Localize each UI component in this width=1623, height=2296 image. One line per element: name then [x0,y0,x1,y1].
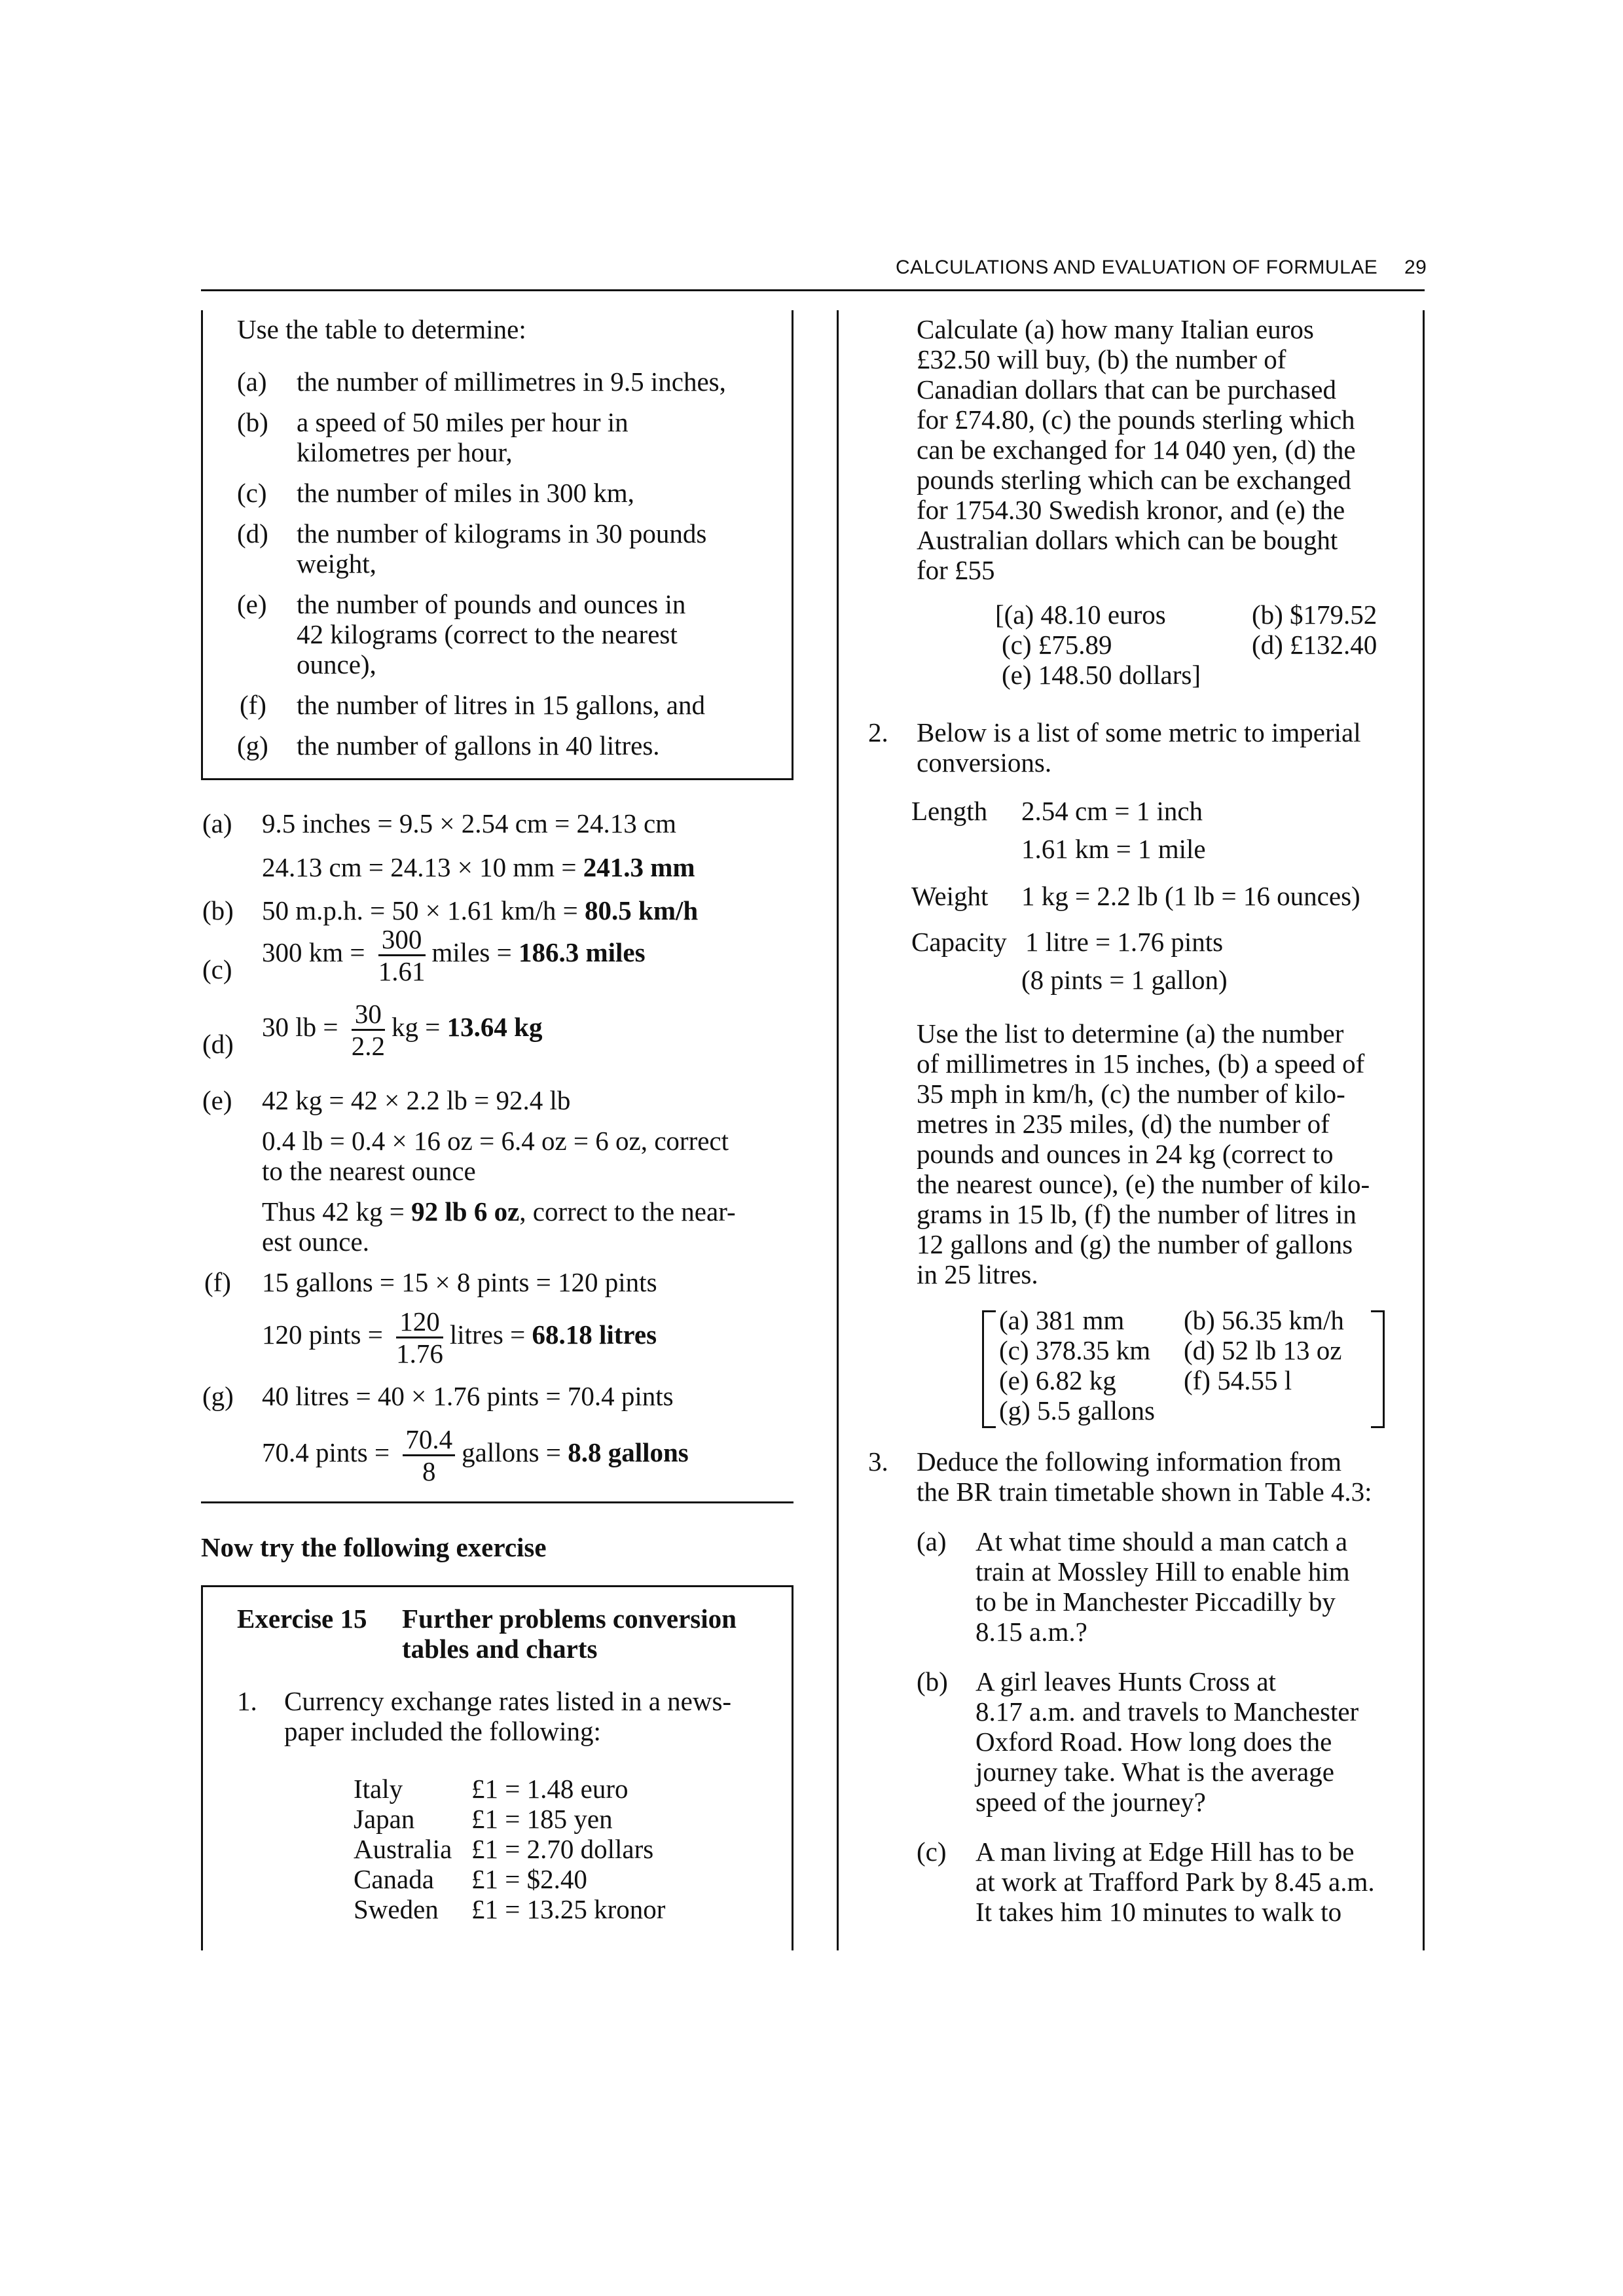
solution-line: 9.5 inches = 9.5 × 2.54 cm = 24.13 cm [262,808,677,838]
answer-text: (b) $179.52 [1252,600,1377,630]
answer: 80.5 km/h [585,895,699,925]
answer: 241.3 mm [583,852,695,882]
left-bracket [982,1310,996,1428]
answer: 92 lb 6 oz [411,1196,520,1227]
box1-item-text: a speed of 50 miles per hour in [297,407,629,437]
question-text: for 1754.30 Swedish kronor, and (e) the [917,495,1345,525]
answer-text: (d) 52 lb 13 oz [1184,1335,1342,1365]
question-part-label: (b) [917,1666,948,1696]
question-text: grams in 15 lb, (f) the number of litres in [917,1199,1357,1229]
answer: 13.64 kg [447,1011,543,1042]
question-part-text: at work at Trafford Park by 8.45 a.m. [976,1867,1375,1897]
box1-right-border [792,310,793,780]
solution-line: est ounce. [262,1227,369,1257]
rate-value: £1 = 2.70 dollars [471,1834,654,1864]
question-part-label: (a) [917,1526,947,1556]
question-part-text: At what time should a man catch a [976,1526,1348,1556]
answer-text: (d) £132.40 [1252,630,1377,660]
answer-text: (a) 381 mm [999,1305,1125,1335]
box1-item-text: the number of litres in 15 gallons, and [297,690,705,720]
box1-item-label: (c) [237,478,267,508]
now-try-heading: Now try the following exercise [201,1532,547,1562]
box1-bottom-border [201,778,793,780]
box1-item-text: kilometres per hour, [297,437,513,467]
question-part-text: A girl leaves Hunts Cross at [976,1666,1276,1696]
conversion-value: 2.54 cm = 1 inch [1021,796,1203,826]
question-text: pounds sterling which can be exchanged [917,465,1351,495]
box1-item-text: weight, [297,548,376,579]
conversion-label: Capacity [911,927,1007,957]
question-part-text: It takes him 10 minutes to walk to [976,1897,1342,1927]
question-text: for £74.80, (c) the pounds sterling which [917,404,1355,435]
question-text: metres in 235 miles, (d) the number of [917,1109,1330,1139]
solution-line: 42 kg = 42 × 2.2 lb = 92.4 lb [262,1085,571,1115]
question-text: paper included the following: [284,1716,601,1746]
answer: 186.3 miles [518,937,646,967]
solution-line: 40 litres = 40 × 1.76 pints = 70.4 pints [262,1381,674,1411]
question-part-text: speed of the journey? [976,1787,1206,1817]
conversion-value: 1.61 km = 1 mile [1021,834,1206,864]
solution-line: 50 m.p.h. = 50 × 1.61 km/h = 80.5 km/h [262,895,699,925]
right-bracket [1371,1310,1385,1428]
solution-fraction-line: 70.4 pints = $\frac{70.4}{8}$ gallons = 8.8 gallons [262,1424,689,1486]
question-text: 35 mph in km/h, (c) the number of kilo- [917,1079,1345,1109]
box1-item-text: the number of miles in 300 km, [297,478,634,508]
rate-country: Italy [354,1774,403,1804]
question-part-text: journey take. What is the average [976,1757,1334,1787]
solution-fraction-line: 120 pints = $\frac{120}{1.76}$ litres = 68.18 litres [262,1306,657,1369]
conversion-label: Weight [911,881,989,911]
solution-line: 0.4 lb = 0.4 × 16 oz = 6.4 oz = 6 oz, correct [262,1126,729,1156]
answer-text: (g) 5.5 gallons [999,1395,1155,1426]
conversion-label: Length [911,796,988,826]
solution-line: 15 gallons = 15 × 8 pints = 120 pints [262,1267,657,1297]
box1-item-text: the number of gallons in 40 litres. [297,730,660,761]
conversion-value: (8 pints = 1 gallon) [1021,965,1228,995]
question-text: 12 gallons and (g) the number of gallons [917,1229,1353,1259]
answer-text: (f) 54.55 l [1184,1365,1292,1395]
solution-line: Thus 42 kg = 92 lb 6 oz, correct to the near- [262,1196,736,1227]
solution-label: (d) [202,1029,234,1059]
exercise-box-right-border-col2 [1423,310,1425,1950]
box1-item-label: (g) [237,730,268,761]
question-part-text: 8.15 a.m.? [976,1617,1087,1647]
fraction: $\frac{30}{2.2}$ [351,999,386,1061]
answer-text: (c) 378.35 km [999,1335,1151,1365]
question-text: conversions. [917,747,1052,778]
question-text: Australian dollars which can be bought [917,525,1338,555]
question-part-label: (c) [917,1837,947,1867]
box1-item-label: (e) [237,589,267,619]
solution-label: (b) [202,895,234,925]
question-number: 2. [868,717,888,747]
answer-text: (e) 6.82 kg [999,1365,1116,1395]
answer-text: (c) £75.89 [1002,630,1112,660]
question-text: Canadian dollars that can be purchased [917,374,1336,404]
answer-text: (b) 56.35 km/h [1184,1305,1344,1335]
page-number: 29 [1404,257,1427,278]
exercise-title: tables and charts [402,1634,598,1664]
column-divider [837,310,839,1950]
question-text: Use the list to determine (a) the number [917,1018,1344,1049]
box1-item-text: the number of millimetres in 9.5 inches, [297,367,726,397]
box1-item-text: the number of pounds and ounces in [297,589,686,619]
conversion-value: 1 kg = 2.2 lb (1 lb = 16 ounces) [1021,881,1360,911]
exercise-box-top-border [201,1585,793,1587]
question-part-text: 8.17 a.m. and travels to Manchester [976,1696,1359,1727]
solution-label: (g) [202,1381,234,1411]
rate-value: £1 = 13.25 kronor [471,1894,666,1924]
rate-country: Japan [354,1804,415,1834]
box1-item-text: 42 kilograms (correct to the nearest [297,619,678,649]
fraction: $\frac{300}{1.61}$ [378,924,426,986]
exercise-box-left-border [201,1585,203,1950]
question-text: Below is a list of some metric to imperial [917,717,1361,747]
rate-value: £1 = 185 yen [471,1804,613,1834]
question-part-text: train at Mossley Hill to enable him [976,1556,1350,1587]
box1-item-label: (d) [237,518,268,548]
solution-label: (e) [202,1085,232,1115]
solution-label: (f) [204,1267,231,1297]
box1-item-label: (f) [240,690,266,720]
question-text: can be exchanged for 14 040 yen, (d) the [917,435,1356,465]
question-text: in 25 litres. [917,1259,1038,1289]
box1-item-text: ounce), [297,649,376,679]
answer-text: [(a) 48.10 euros [995,600,1166,630]
box1-item-label: (a) [237,367,267,397]
conversion-value: 1 litre = 1.76 pints [1025,927,1224,957]
exercise-box-right-border [792,1585,793,1950]
solution-fraction-line: 30 lb = $\frac{30}{2.2}$ kg = 13.64 kg [262,999,543,1061]
question-text: pounds and ounces in 24 kg (correct to [917,1139,1334,1169]
box1-left-border [201,310,203,780]
fraction: $\frac{70.4}{8}$ [403,1424,455,1486]
question-text: for £55 [917,555,995,585]
solution-line: to the nearest ounce [262,1156,476,1186]
solution-label: (a) [202,808,232,838]
rate-value: £1 = 1.48 euro [471,1774,629,1804]
rate-country: Australia [354,1834,452,1864]
question-part-text: Oxford Road. How long does the [976,1727,1332,1757]
fraction: $\frac{120}{1.76}$ [396,1306,443,1369]
rate-country: Sweden [354,1894,439,1924]
question-number: 1. [237,1686,257,1716]
header-rule [201,289,1425,291]
question-text: Deduce the following information from [917,1446,1341,1477]
rate-country: Canada [354,1864,434,1894]
question-number: 3. [868,1446,888,1477]
question-part-text: to be in Manchester Piccadilly by [976,1587,1336,1617]
answer: 68.18 litres [532,1319,657,1350]
exercise-title: Further problems conversion [402,1604,737,1634]
question-text: Calculate (a) how many Italian euros [917,314,1314,344]
solution-line: 24.13 cm = 24.13 × 10 mm = 241.3 mm [262,852,695,882]
box1-intro: Use the table to determine: [237,314,526,344]
answer-text: (e) 148.50 dollars] [1002,660,1201,690]
section-rule [201,1501,793,1503]
exercise-number: Exercise 15 [237,1604,367,1634]
answer: 8.8 gallons [568,1437,689,1467]
box1-item-text: the number of kilograms in 30 pounds [297,518,707,548]
solution-fraction-line: 300 km = $\frac{300}{1.61}$ miles = 186.3 miles [262,924,646,986]
question-text: the BR train timetable shown in Table 4.3: [917,1477,1372,1507]
solution-label: (c) [202,954,232,984]
question-text: Currency exchange rates listed in a news- [284,1686,732,1716]
question-text: of millimetres in 15 inches, (b) a speed of [917,1049,1365,1079]
question-part-text: A man living at Edge Hill has to be [976,1837,1355,1867]
question-text: the nearest ounce), (e) the number of kilo- [917,1169,1370,1199]
rate-value: £1 = $2.40 [471,1864,587,1894]
running-title: CALCULATIONS AND EVALUATION OF FORMULAE [896,257,1378,278]
question-text: £32.50 will buy, (b) the number of [917,344,1286,374]
box1-item-label: (b) [237,407,268,437]
